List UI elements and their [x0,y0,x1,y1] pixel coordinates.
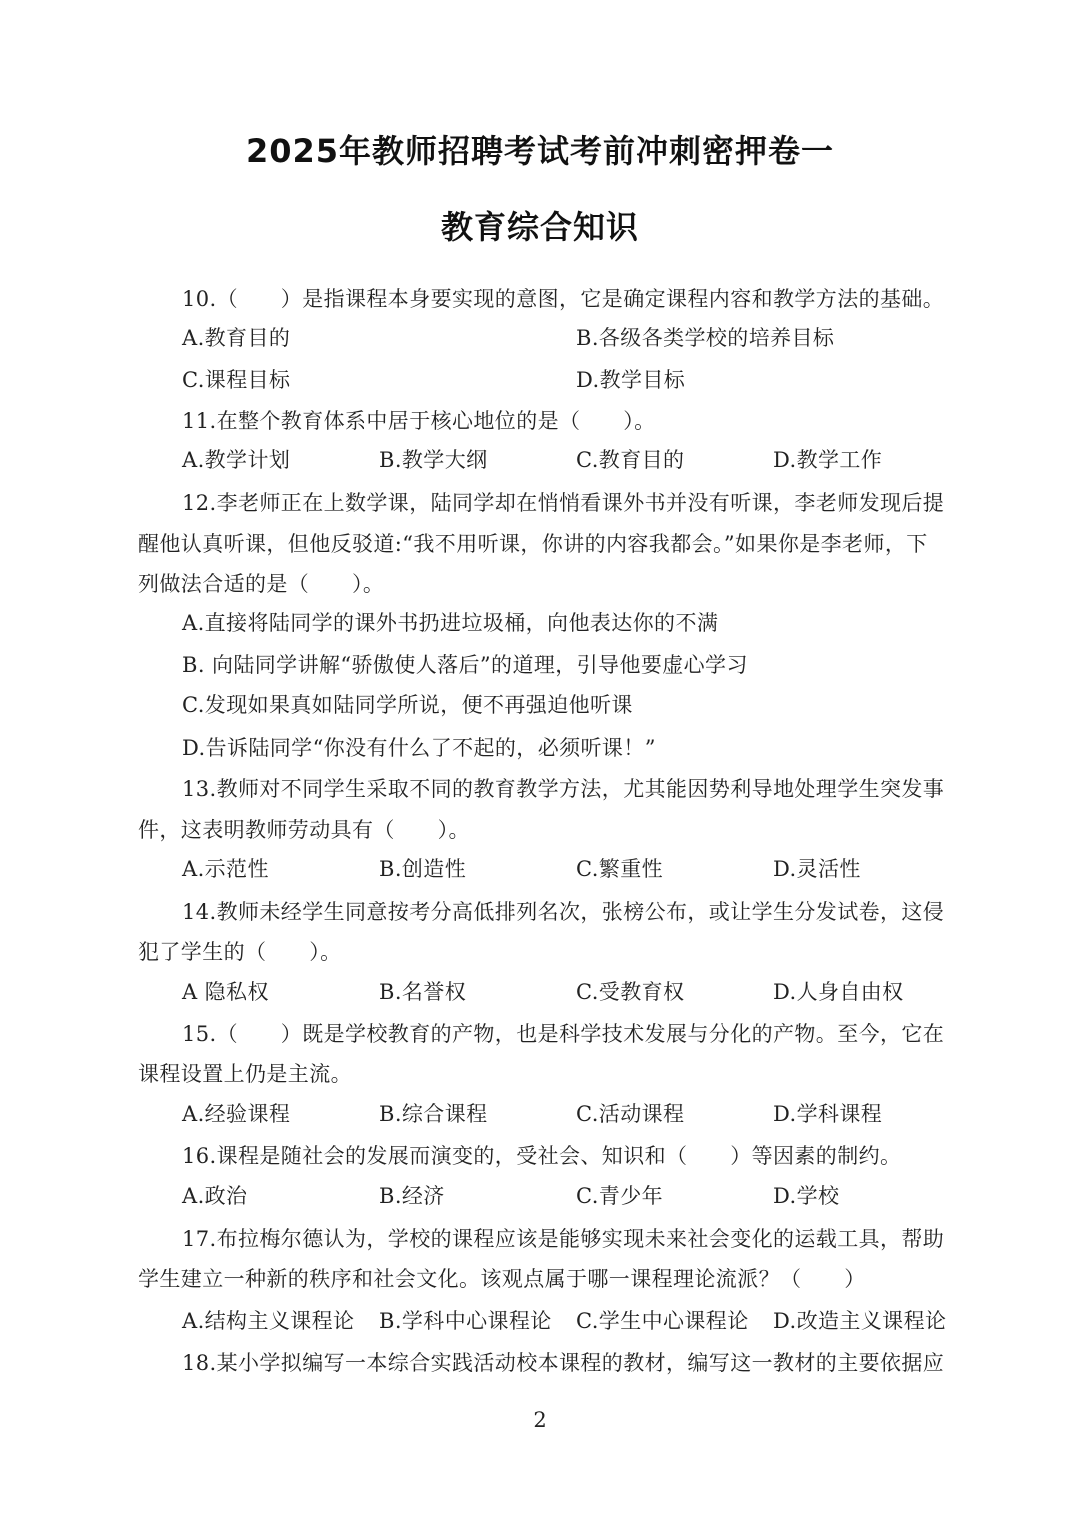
question-16-option-c: C.青少年 [576,1184,663,1208]
question-12-stem-line2: 醒他认真听课，但他反驳道:“我不用听课，你讲的内容我都会。”如果你是李老师，下 [138,532,928,556]
question-14-option-b: B.名誉权 [379,980,467,1004]
question-12-option-c: C.发现如果真如陆同学所说，便不再强迫他听课 [182,693,633,717]
question-17-stem-line2: 学生建立一种新的秩序和社会文化。该观点属于哪一课程理论流派？（ ） [138,1267,866,1291]
question-16-option-d: D.学校 [773,1184,840,1208]
question-13-option-b: B.创造性 [379,857,467,881]
question-14-stem-line2: 犯了学生的（ ）。 [138,940,342,964]
question-16-option-a: A.政治 [182,1184,248,1208]
document-title: 2025年教师招聘考试考前冲刺密押卷一 [245,132,835,170]
question-15-option-d: D.学科课程 [773,1102,883,1126]
question-12-option-a: A.直接将陆同学的课外书扔进垃圾桶，向他表达你的不满 [182,611,719,635]
question-14-option-a: A 隐私权 [182,980,269,1004]
page-number: 2 [533,1408,547,1432]
question-10-option-a: A.教育目的 [182,326,291,350]
document-subtitle: 教育综合知识 [440,208,639,246]
question-11-stem: 11.在整个教育体系中居于核心地位的是（ ）。 [182,409,656,433]
question-13-stem-line2: 件，这表明教师劳动具有（ ）。 [138,818,470,842]
question-13-option-a: A.示范性 [182,857,269,881]
question-18-stem-line1: 18.某小学拟编写一本综合实践活动校本课程的教材，编写这一教材的主要依据应 [182,1351,945,1375]
question-17-option-d: D.改造主义课程论 [773,1309,947,1333]
question-14-stem-line1: 14.教师未经学生同意按考分高低排列名次，张榜公布，或让学生分发试卷，这侵 [182,900,945,924]
question-15-option-a: A.经验课程 [182,1102,291,1126]
question-15-stem-line1: 15.（ ）既是学校教育的产物，也是科学技术发展与分化的产物。至今，它在 [182,1022,945,1046]
question-10-option-b: B.各级各类学校的培养目标 [576,326,835,350]
question-17-option-a: A.结构主义课程论 [182,1309,355,1333]
question-17-stem-line1: 17.布拉梅尔德认为，学校的课程应该是能够实现未来社会变化的运载工具，帮助 [182,1227,945,1251]
question-13-stem-line1: 13.教师对不同学生采取不同的教育教学方法，尤其能因势利导地处理学生突发事 [182,777,945,801]
question-14-option-c: C.受教育权 [576,980,685,1004]
question-12-option-d: D.告诉陆同学“你没有什么了不起的，必须听课！” [182,736,656,760]
question-16-option-b: B.经济 [379,1184,445,1208]
question-14-option-d: D.人身自由权 [773,980,904,1004]
question-15-option-b: B.综合课程 [379,1102,488,1126]
question-13-option-c: C.繁重性 [576,857,663,881]
question-17-option-b: B.学科中心课程论 [379,1309,552,1333]
question-10-stem: 10.（ ）是指课程本身要实现的意图，它是确定课程内容和教学方法的基础。 [182,287,945,311]
question-10-option-c: C.课程目标 [182,368,291,392]
question-16-stem: 16.课程是随社会的发展而演变的，受社会、知识和（ ）等因素的制约。 [182,1144,902,1168]
question-15-option-c: C.活动课程 [576,1102,685,1126]
question-11-option-c: C.教育目的 [576,448,685,472]
question-10-option-d: D.教学目标 [576,368,686,392]
question-12-stem-line1: 12.李老师正在上数学课，陆同学却在悄悄看课外书并没有听课，李老师发现后提 [182,491,945,515]
question-11-option-b: B.教学大纲 [379,448,488,472]
question-17-option-c: C.学生中心课程论 [576,1309,749,1333]
question-15-stem-line2: 课程设置上仍是主流。 [138,1062,352,1086]
question-12-stem-line3: 列做法合适的是（ ）。 [138,572,385,596]
question-11-option-d: D.教学工作 [773,448,883,472]
question-13-option-d: D.灵活性 [773,857,861,881]
question-12-option-b: B. 向陆同学讲解“骄傲使人落后”的道理，引导他要虚心学习 [182,653,748,677]
question-11-option-a: A.教学计划 [182,448,291,472]
